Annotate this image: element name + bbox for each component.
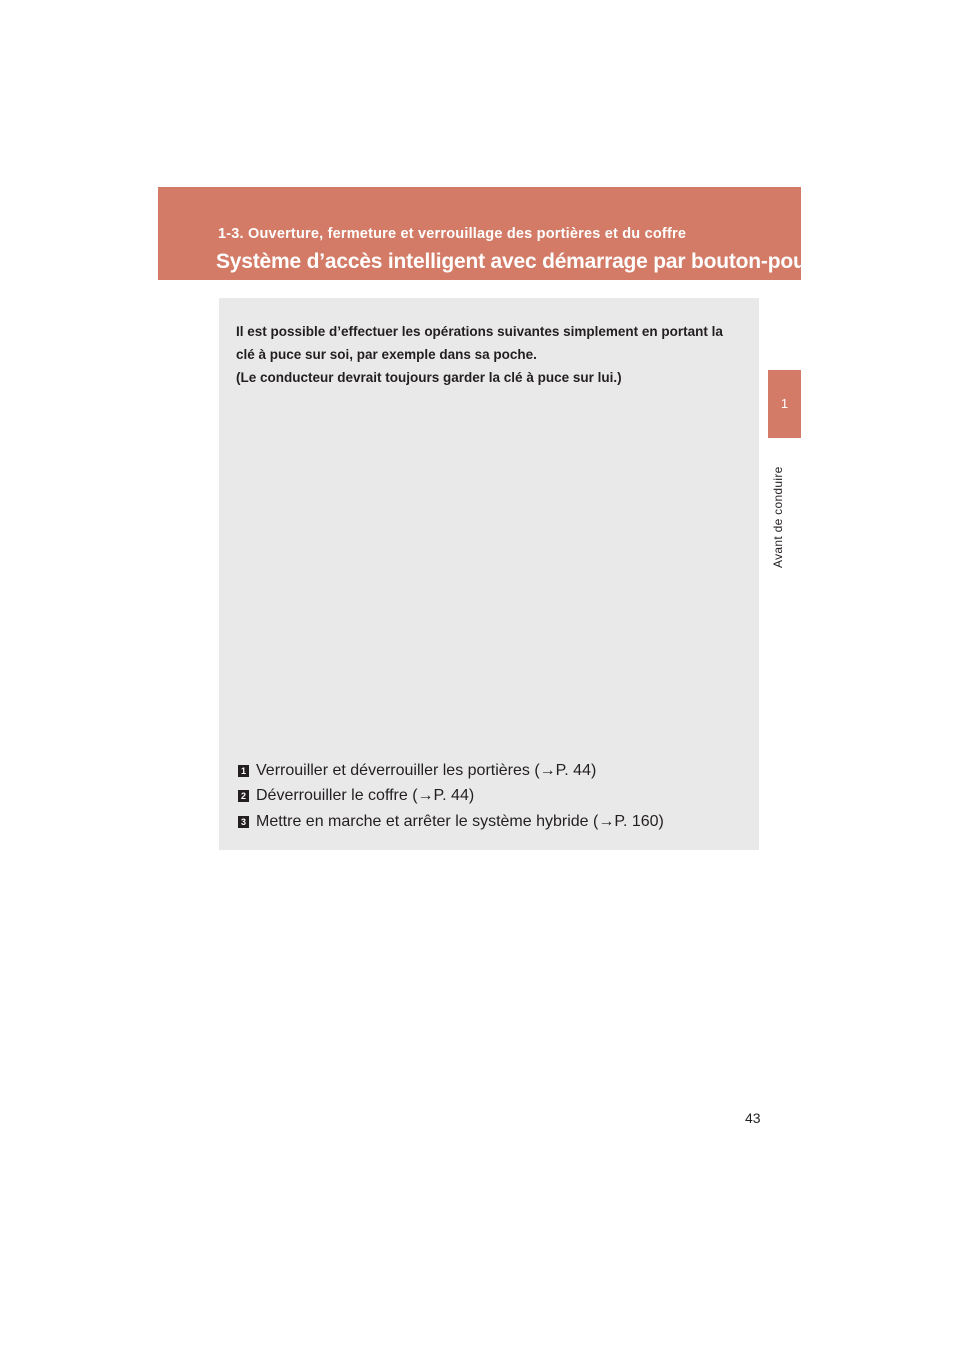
- intro-text: [236, 320, 746, 389]
- chapter-name: Avant de conduire: [771, 466, 785, 568]
- intro-line: (Le conducteur devrait toujours garder la clé à puce sur lui.): [236, 370, 622, 385]
- number-badge: 2: [238, 790, 249, 802]
- number-badge: 3: [238, 816, 249, 828]
- list-item: [238, 812, 664, 832]
- list-item: [238, 761, 596, 781]
- list-item-text: Verrouiller et déverrouiller les portières (→P. 44): [256, 762, 597, 779]
- page-title: Système d’accès intelligent avec démarrage par bouton-poussoir: [216, 250, 855, 273]
- intro-line: Il est possible d’effectuer les opérations suivantes simplement en portant la: [236, 324, 723, 339]
- chapter-number: 1: [780, 396, 789, 411]
- intro-line: clé à puce sur soi, par exemple dans sa poche.: [236, 347, 537, 362]
- chapter-tab: [768, 370, 801, 438]
- list-item: [238, 786, 474, 806]
- section-label: 1-3. Ouverture, fermeture et verrouillage des portières et du coffre: [218, 226, 687, 242]
- page-number: 43: [745, 1110, 761, 1126]
- list-item-text: Déverrouiller le coffre (→P. 44): [256, 787, 475, 804]
- list-item-text: Mettre en marche et arrêter le système hybride (→P. 160): [256, 813, 664, 830]
- number-badge: 1: [238, 765, 249, 777]
